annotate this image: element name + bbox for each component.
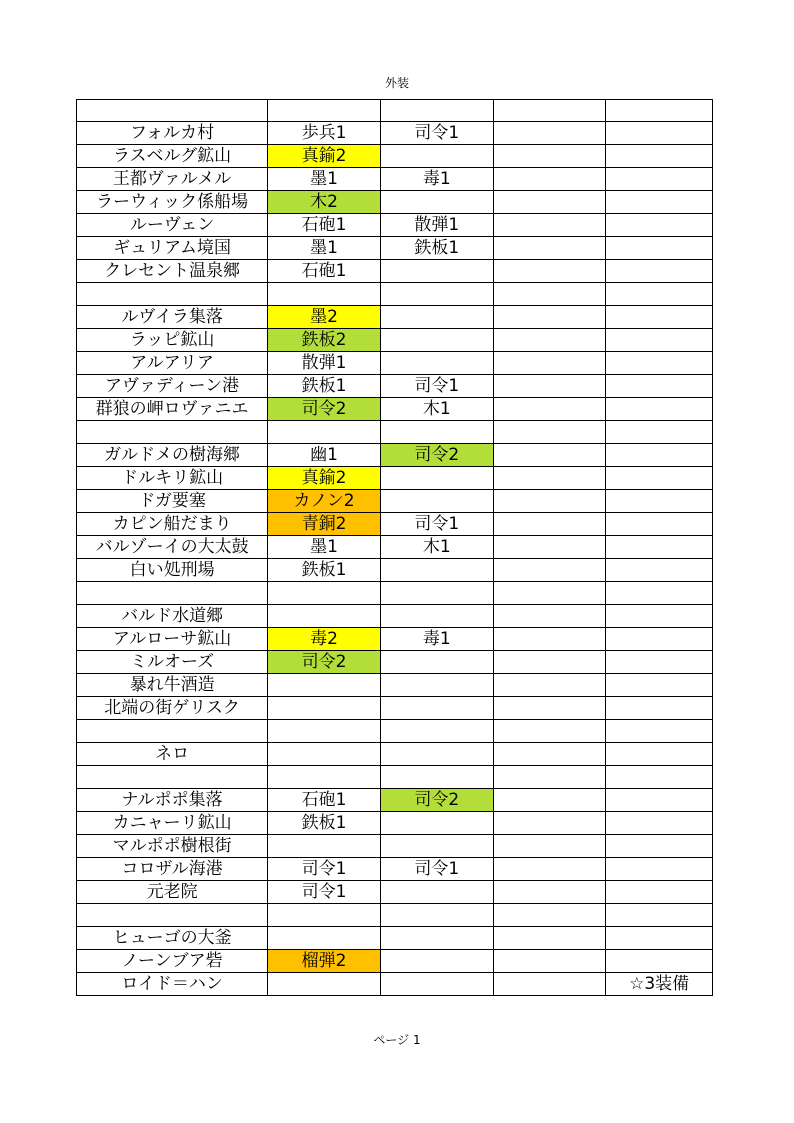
material-cell [380, 421, 493, 444]
material-cell [606, 421, 713, 444]
table-row [77, 812, 713, 835]
material-cell [606, 835, 713, 858]
location-cell: アルアリア [77, 352, 268, 375]
material-cell [606, 720, 713, 743]
table-row [77, 467, 713, 490]
material-cell [493, 168, 606, 191]
material-cell [493, 973, 606, 996]
material-cell [380, 950, 493, 973]
material-cell [380, 697, 493, 720]
table-row [77, 260, 713, 283]
material-cell [606, 490, 713, 513]
material-cell: 墨1 [268, 168, 381, 191]
material-cell [493, 375, 606, 398]
material-cell [493, 306, 606, 329]
location-cell: ラーウィック係船場 [77, 191, 268, 214]
material-cell [493, 950, 606, 973]
material-cell [493, 513, 606, 536]
location-cell: クレセント温泉郷 [77, 260, 268, 283]
material-cell [606, 283, 713, 306]
material-cell [606, 467, 713, 490]
material-cell [493, 191, 606, 214]
material-cell: 司令2 [268, 651, 381, 674]
table-row [77, 398, 713, 421]
material-cell [268, 283, 381, 306]
material-cell [493, 352, 606, 375]
location-cell: アヴァディーン港 [77, 375, 268, 398]
material-cell [493, 766, 606, 789]
material-cell [606, 812, 713, 835]
material-cell: 青銅2 [268, 513, 381, 536]
material-cell [606, 513, 713, 536]
location-cell: バルゾーイの大太鼓 [77, 536, 268, 559]
material-cell: 歩兵1 [268, 122, 381, 145]
material-cell [380, 835, 493, 858]
table-row [77, 766, 713, 789]
material-cell [268, 904, 381, 927]
material-cell [380, 306, 493, 329]
material-cell [606, 375, 713, 398]
material-cell [493, 674, 606, 697]
location-cell: ミルオーズ [77, 651, 268, 674]
location-cell: ヒューゴの大釜 [77, 927, 268, 950]
table-row [77, 651, 713, 674]
material-cell [606, 122, 713, 145]
material-cell [493, 444, 606, 467]
material-cell: 木1 [380, 398, 493, 421]
location-cell: アルローサ鉱山 [77, 628, 268, 651]
material-cell [493, 789, 606, 812]
location-cell: ノーンブア砦 [77, 950, 268, 973]
location-cell: ナルポポ集落 [77, 789, 268, 812]
material-cell [380, 100, 493, 122]
material-cell [606, 766, 713, 789]
location-cell: 暴れ牛酒造 [77, 674, 268, 697]
material-cell: 司令1 [268, 881, 381, 904]
material-cell [606, 858, 713, 881]
table-row [77, 444, 713, 467]
material-cell: 毒1 [380, 168, 493, 191]
material-cell [606, 444, 713, 467]
material-cell [606, 743, 713, 766]
material-cell: 鉄板1 [268, 559, 381, 582]
material-cell [380, 720, 493, 743]
material-cell [606, 582, 713, 605]
material-cell [493, 904, 606, 927]
location-cell: フォルカ村 [77, 122, 268, 145]
table-row [77, 375, 713, 398]
material-cell [493, 743, 606, 766]
location-cell: 北端の街ゲリスク [77, 697, 268, 720]
material-cell [380, 582, 493, 605]
material-cell [268, 743, 381, 766]
material-cell: 墨1 [268, 237, 381, 260]
material-cell [268, 927, 381, 950]
material-cell: 木1 [380, 536, 493, 559]
location-cell: ガルドメの樹海郷 [77, 444, 268, 467]
material-cell: 真鍮2 [268, 467, 381, 490]
table-row [77, 950, 713, 973]
material-cell [493, 628, 606, 651]
table-row [77, 306, 713, 329]
location-cell [77, 421, 268, 444]
material-cell: 木2 [268, 191, 381, 214]
material-cell [268, 421, 381, 444]
location-cell [77, 283, 268, 306]
table-row [77, 605, 713, 628]
material-cell [493, 720, 606, 743]
location-cell: 元老院 [77, 881, 268, 904]
table-row [77, 835, 713, 858]
material-cell [493, 421, 606, 444]
material-cell [380, 743, 493, 766]
location-cell [77, 766, 268, 789]
material-cell [493, 490, 606, 513]
location-cell: ルヴイラ集落 [77, 306, 268, 329]
location-cell: 群狼の岬ロヴァニエ [77, 398, 268, 421]
table-row [77, 100, 713, 122]
material-cell [380, 812, 493, 835]
location-cell: ラッピ鉱山 [77, 329, 268, 352]
location-cell: コロザル海港 [77, 858, 268, 881]
material-cell [606, 536, 713, 559]
material-cell [493, 329, 606, 352]
material-cell [606, 145, 713, 168]
material-cell [606, 789, 713, 812]
material-cell: 司令1 [380, 122, 493, 145]
material-cell [493, 582, 606, 605]
material-cell [493, 467, 606, 490]
material-cell [493, 858, 606, 881]
material-cell [606, 651, 713, 674]
location-cell: ドガ要塞 [77, 490, 268, 513]
material-cell: 散弾1 [380, 214, 493, 237]
material-cell: 石砲1 [268, 260, 381, 283]
material-cell [380, 467, 493, 490]
table-row [77, 329, 713, 352]
material-cell [606, 697, 713, 720]
material-cell: 司令1 [380, 858, 493, 881]
table-row [77, 674, 713, 697]
location-cell [77, 904, 268, 927]
material-cell [493, 122, 606, 145]
material-cell [380, 605, 493, 628]
location-cell [77, 582, 268, 605]
material-cell [380, 973, 493, 996]
table-row [77, 927, 713, 950]
material-cell [493, 881, 606, 904]
material-cell [380, 904, 493, 927]
material-cell: 散弾1 [268, 352, 381, 375]
material-cell [380, 191, 493, 214]
material-cell: 司令2 [380, 789, 493, 812]
material-cell: カノン2 [268, 490, 381, 513]
table-row [77, 237, 713, 260]
material-cell [606, 628, 713, 651]
material-cell [493, 536, 606, 559]
table-row [77, 789, 713, 812]
page-footer: ページ 1 [373, 1033, 421, 1047]
material-cell: 司令1 [380, 375, 493, 398]
location-cell: ネロ [77, 743, 268, 766]
material-cell [268, 674, 381, 697]
material-cell [606, 674, 713, 697]
material-cell [380, 766, 493, 789]
table-row [77, 743, 713, 766]
material-cell [606, 168, 713, 191]
material-cell [493, 697, 606, 720]
material-cell: 幽1 [268, 444, 381, 467]
material-cell: ☆3装備 [606, 973, 713, 996]
material-cell [493, 214, 606, 237]
material-cell: 司令2 [380, 444, 493, 467]
material-cell [493, 283, 606, 306]
table-row [77, 559, 713, 582]
material-cell [493, 559, 606, 582]
location-cell: 白い処刑場 [77, 559, 268, 582]
material-cell [268, 100, 381, 122]
material-cell [493, 237, 606, 260]
material-cell [268, 835, 381, 858]
material-cell [380, 559, 493, 582]
material-cell [493, 927, 606, 950]
location-cell: カピン船だまり [77, 513, 268, 536]
material-cell: 墨1 [268, 536, 381, 559]
table-row [77, 490, 713, 513]
material-cell [268, 720, 381, 743]
material-cell [380, 352, 493, 375]
material-cell: 真鍮2 [268, 145, 381, 168]
location-cell [77, 720, 268, 743]
material-cell: 鉄板1 [268, 812, 381, 835]
material-cell [606, 191, 713, 214]
material-cell: 石砲1 [268, 789, 381, 812]
table-row [77, 122, 713, 145]
material-cell [268, 973, 381, 996]
material-cell [606, 260, 713, 283]
table-row [77, 352, 713, 375]
location-cell: バルド水道郷 [77, 605, 268, 628]
material-cell [493, 100, 606, 122]
location-cell: ドルキリ鉱山 [77, 467, 268, 490]
material-cell [606, 237, 713, 260]
material-cell [606, 605, 713, 628]
equipment-table [76, 99, 713, 996]
material-cell [268, 605, 381, 628]
location-cell: ルーヴェン [77, 214, 268, 237]
material-cell [606, 214, 713, 237]
material-cell [606, 881, 713, 904]
material-cell [380, 927, 493, 950]
material-cell [606, 398, 713, 421]
table-row [77, 145, 713, 168]
material-cell: 司令2 [268, 398, 381, 421]
table-row [77, 536, 713, 559]
material-cell [493, 260, 606, 283]
material-cell [380, 490, 493, 513]
material-cell: 墨2 [268, 306, 381, 329]
material-cell [606, 306, 713, 329]
table-row [77, 191, 713, 214]
material-cell [606, 329, 713, 352]
table-row [77, 858, 713, 881]
material-cell [606, 352, 713, 375]
table-row [77, 697, 713, 720]
table-row [77, 720, 713, 743]
material-cell [606, 100, 713, 122]
table-row [77, 973, 713, 996]
material-cell: 鉄板2 [268, 329, 381, 352]
table-row [77, 283, 713, 306]
material-cell [380, 329, 493, 352]
location-cell: マルポポ樹根街 [77, 835, 268, 858]
material-cell [268, 766, 381, 789]
material-cell [493, 651, 606, 674]
location-cell: ラスベルグ鉱山 [77, 145, 268, 168]
material-cell [268, 582, 381, 605]
material-cell [606, 904, 713, 927]
material-cell [380, 651, 493, 674]
material-cell: 石砲1 [268, 214, 381, 237]
material-cell: 鉄板1 [268, 375, 381, 398]
material-cell [493, 605, 606, 628]
location-cell: カニャーリ鉱山 [77, 812, 268, 835]
table-row [77, 421, 713, 444]
page-header: 外装 [384, 76, 409, 90]
material-cell: 鉄板1 [380, 237, 493, 260]
material-cell [493, 812, 606, 835]
material-cell [493, 835, 606, 858]
material-cell [380, 674, 493, 697]
material-cell [380, 881, 493, 904]
material-cell: 司令1 [268, 858, 381, 881]
table-row [77, 513, 713, 536]
location-cell: ロイド＝ハン [77, 973, 268, 996]
table-row [77, 214, 713, 237]
material-cell [380, 260, 493, 283]
location-cell: 王都ヴァルメル [77, 168, 268, 191]
material-cell [268, 697, 381, 720]
material-cell: 毒2 [268, 628, 381, 651]
material-cell: 毒1 [380, 628, 493, 651]
location-cell: ギュリアム境国 [77, 237, 268, 260]
location-cell [77, 100, 268, 122]
material-cell [606, 927, 713, 950]
table-row [77, 168, 713, 191]
material-cell: 榴弾2 [268, 950, 381, 973]
material-cell [380, 145, 493, 168]
material-cell [606, 950, 713, 973]
table-row [77, 881, 713, 904]
material-cell [380, 283, 493, 306]
table-row [77, 582, 713, 605]
material-cell: 司令1 [380, 513, 493, 536]
material-cell [606, 559, 713, 582]
table-row [77, 628, 713, 651]
material-cell [493, 398, 606, 421]
table-row [77, 904, 713, 927]
material-cell [493, 145, 606, 168]
